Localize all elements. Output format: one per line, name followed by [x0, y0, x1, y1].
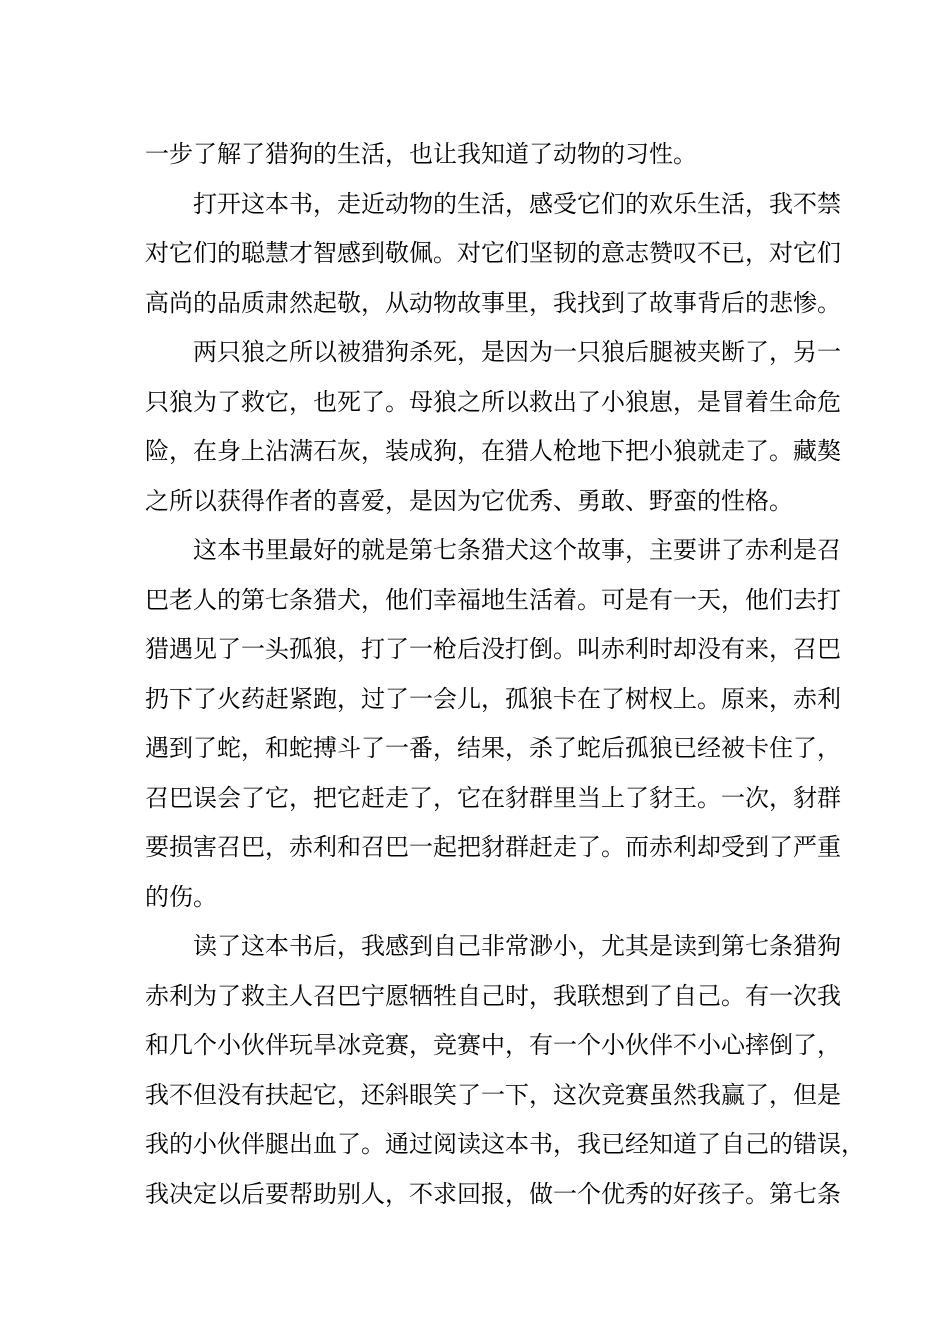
- body-text: [145, 130, 865, 1219]
- text-line: 遇到了蛇，和蛇搏斗了一番，结果，杀了蛇后孤狼已经被卡住了，: [145, 734, 841, 762]
- text-line: 的伤。: [145, 882, 217, 911]
- paragraph: [145, 130, 830, 180]
- text-line: 这本书里最好的就是第七条猎犬这个故事，主要讲了赤利是召: [193, 536, 841, 564]
- paragraph: [145, 328, 841, 526]
- text-line: 只狼为了救它，也死了。母狼之所以救出了小狼崽，是冒着生命危: [145, 387, 841, 416]
- paragraph: [145, 922, 865, 1219]
- text-line: 赤利为了救主人召巴宁愿牺牲自己时，我联想到了自己。有一次我: [145, 981, 841, 1010]
- text-line: 巴老人的第七条猎犬，他们幸福地生活着。可是有一天，他们去打: [145, 585, 841, 614]
- text-line: 对它们的聪慧才智感到敬佩。对它们坚韧的意志赞叹不已，对它们: [145, 239, 841, 267]
- text-line: 两只狼之所以被猎狗杀死，是因为一只狼后腿被夹断了，另一: [193, 338, 841, 366]
- text-line: 我决定以后要帮助别人，不求回报，做一个优秀的好孩子。第七条: [145, 1179, 841, 1208]
- text-line: 读了这本书后，我感到自己非常渺小，尤其是读到第七条猎狗: [193, 932, 841, 960]
- text-line: 之所以获得作者的喜爱，是因为它优秀、勇敢、野蛮的性格。: [145, 486, 793, 515]
- paragraph: [145, 180, 841, 329]
- text-line: 险，在身上沾满石灰，装成狗，在猎人枪地下把小狼就走了。藏獒: [145, 437, 841, 465]
- text-line: 猎遇见了一头孤狼，打了一枪后没打倒。叫赤利时却没有来，召巴: [145, 635, 841, 663]
- text-line: 一步了解了猎狗的生活，也让我知道了动物的习性。: [145, 140, 697, 168]
- text-line: 召巴误会了它，把它赶走了，它在豺群里当上了豺王。一次，豺群: [145, 783, 841, 812]
- text-line: 我的小伙伴腿出血了。通过阅读这本书，我已经知道了自己的错误，: [145, 1130, 865, 1158]
- text-line: 扔下了火药赶紧跑，过了一会儿，孤狼卡在了树杈上。原来，赤利: [145, 684, 841, 713]
- text-line: 打开这本书，走近动物的生活，感受它们的欢乐生活，我不禁: [193, 189, 841, 218]
- text-line: 我不但没有扶起它，还斜眼笑了一下，这次竞赛虽然我赢了，但是: [145, 1080, 841, 1109]
- text-line: 高尚的品质肃然起敬，从动物故事里，我找到了故事背后的悲惨。: [145, 288, 841, 317]
- paragraph: [145, 526, 841, 922]
- text-line: 要损害召巴，赤利和召巴一起把豺群赶走了。而赤利却受到了严重: [145, 833, 841, 861]
- text-line: 和几个小伙伴玩旱冰竞赛，竞赛中，有一个小伙伴不小心摔倒了，: [145, 1031, 841, 1059]
